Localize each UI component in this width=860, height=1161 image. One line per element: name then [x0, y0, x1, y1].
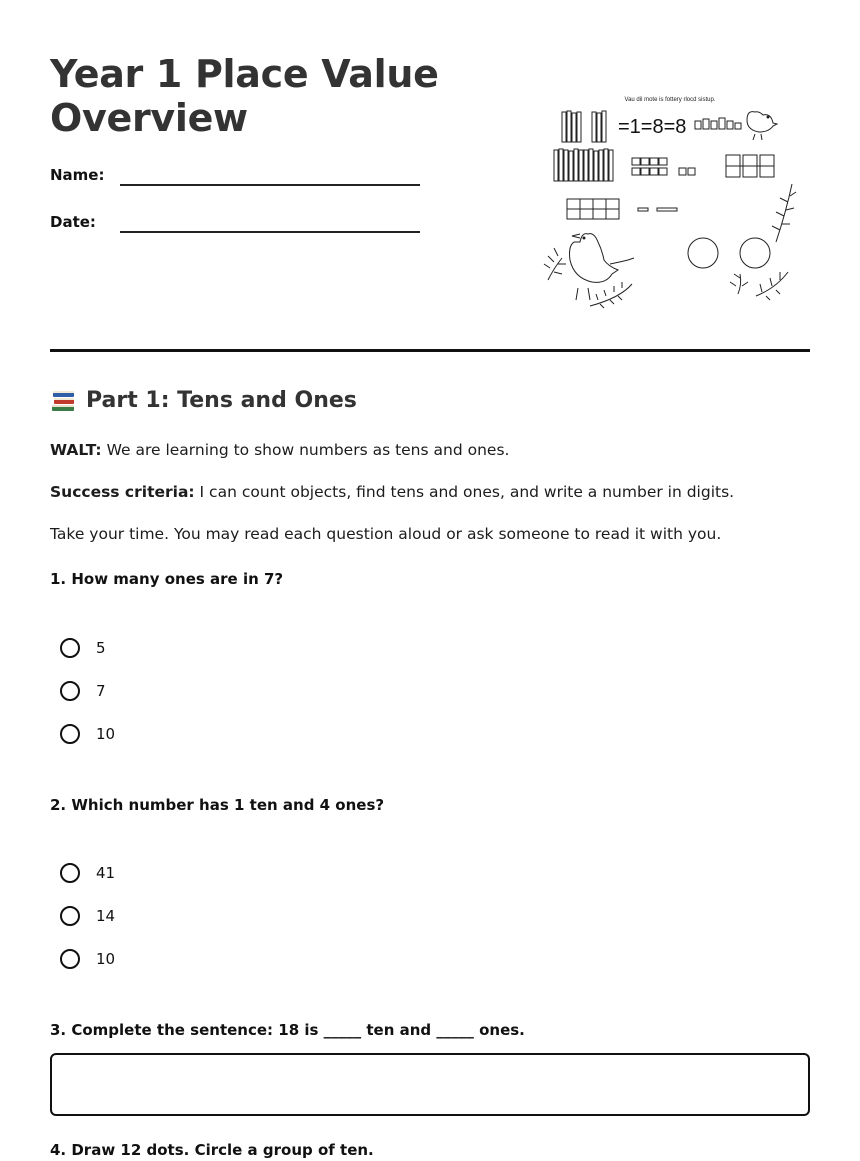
- title-line-1: Year 1 Place Value: [50, 52, 439, 96]
- section-title: Part 1: Tens and Ones: [86, 388, 357, 413]
- question-4: 4. Draw 12 dots. Circle a group of ten.: [50, 1141, 374, 1159]
- walt-text: We are learning to show numbers as tens and ones.: [101, 441, 510, 459]
- radio-button[interactable]: [60, 906, 80, 926]
- date-line[interactable]: [120, 231, 420, 233]
- question-1: 1. How many ones are in 7?: [50, 570, 284, 588]
- radio-button[interactable]: [60, 681, 80, 701]
- option-label: 41: [96, 864, 116, 882]
- success-criteria-paragraph: [50, 483, 734, 501]
- date-label: Date:: [50, 213, 96, 231]
- question-2-option[interactable]: [60, 946, 115, 972]
- ten-sticks-group-1: [562, 111, 606, 142]
- books-icon: [50, 389, 76, 413]
- question-1-option[interactable]: [60, 635, 106, 661]
- radio-button[interactable]: [60, 949, 80, 969]
- place-value-illustration: [540, 92, 800, 310]
- section-heading: [50, 388, 357, 413]
- question-3-answer-box[interactable]: [50, 1053, 810, 1116]
- title-line-2: Overview: [50, 96, 248, 140]
- question-2-option[interactable]: [60, 860, 115, 886]
- question-1-option[interactable]: [60, 721, 115, 747]
- question-2-option[interactable]: [60, 903, 115, 929]
- option-label: 5: [96, 639, 106, 657]
- header-divider: [50, 349, 810, 352]
- walt-label: WALT:: [50, 441, 102, 459]
- date-field[interactable]: [50, 213, 430, 243]
- option-label: 7: [96, 682, 106, 700]
- ten-sticks-group-2: [554, 149, 613, 181]
- radio-button[interactable]: [60, 724, 80, 744]
- name-line[interactable]: [120, 184, 420, 186]
- question-1-option[interactable]: [60, 678, 106, 704]
- walt-paragraph: [50, 441, 509, 459]
- name-label: Name:: [50, 166, 105, 184]
- name-field[interactable]: [50, 166, 430, 196]
- radio-button[interactable]: [60, 863, 80, 883]
- success-criteria-text: I can count objects, find tens and ones, and write a number in digits.: [194, 483, 735, 501]
- instructions-paragraph: Take your time. You may read each question aloud or ask someone to read it with you.: [50, 525, 722, 543]
- worksheet-title: [50, 52, 470, 140]
- success-criteria-label: Success criteria:: [50, 483, 195, 501]
- question-3: 3. Complete the sentence: 18 is _____ ten and _____ ones.: [50, 1021, 525, 1039]
- option-label: 10: [96, 950, 116, 968]
- question-2: 2. Which number has 1 ten and 4 ones?: [50, 796, 385, 814]
- option-label: 14: [96, 907, 116, 925]
- illustration-equation: =1=8=8: [618, 116, 687, 138]
- illustration-caption: Vau dil mote is fottery rlocd sistup.: [624, 97, 716, 103]
- option-label: 10: [96, 725, 116, 743]
- radio-button[interactable]: [60, 638, 80, 658]
